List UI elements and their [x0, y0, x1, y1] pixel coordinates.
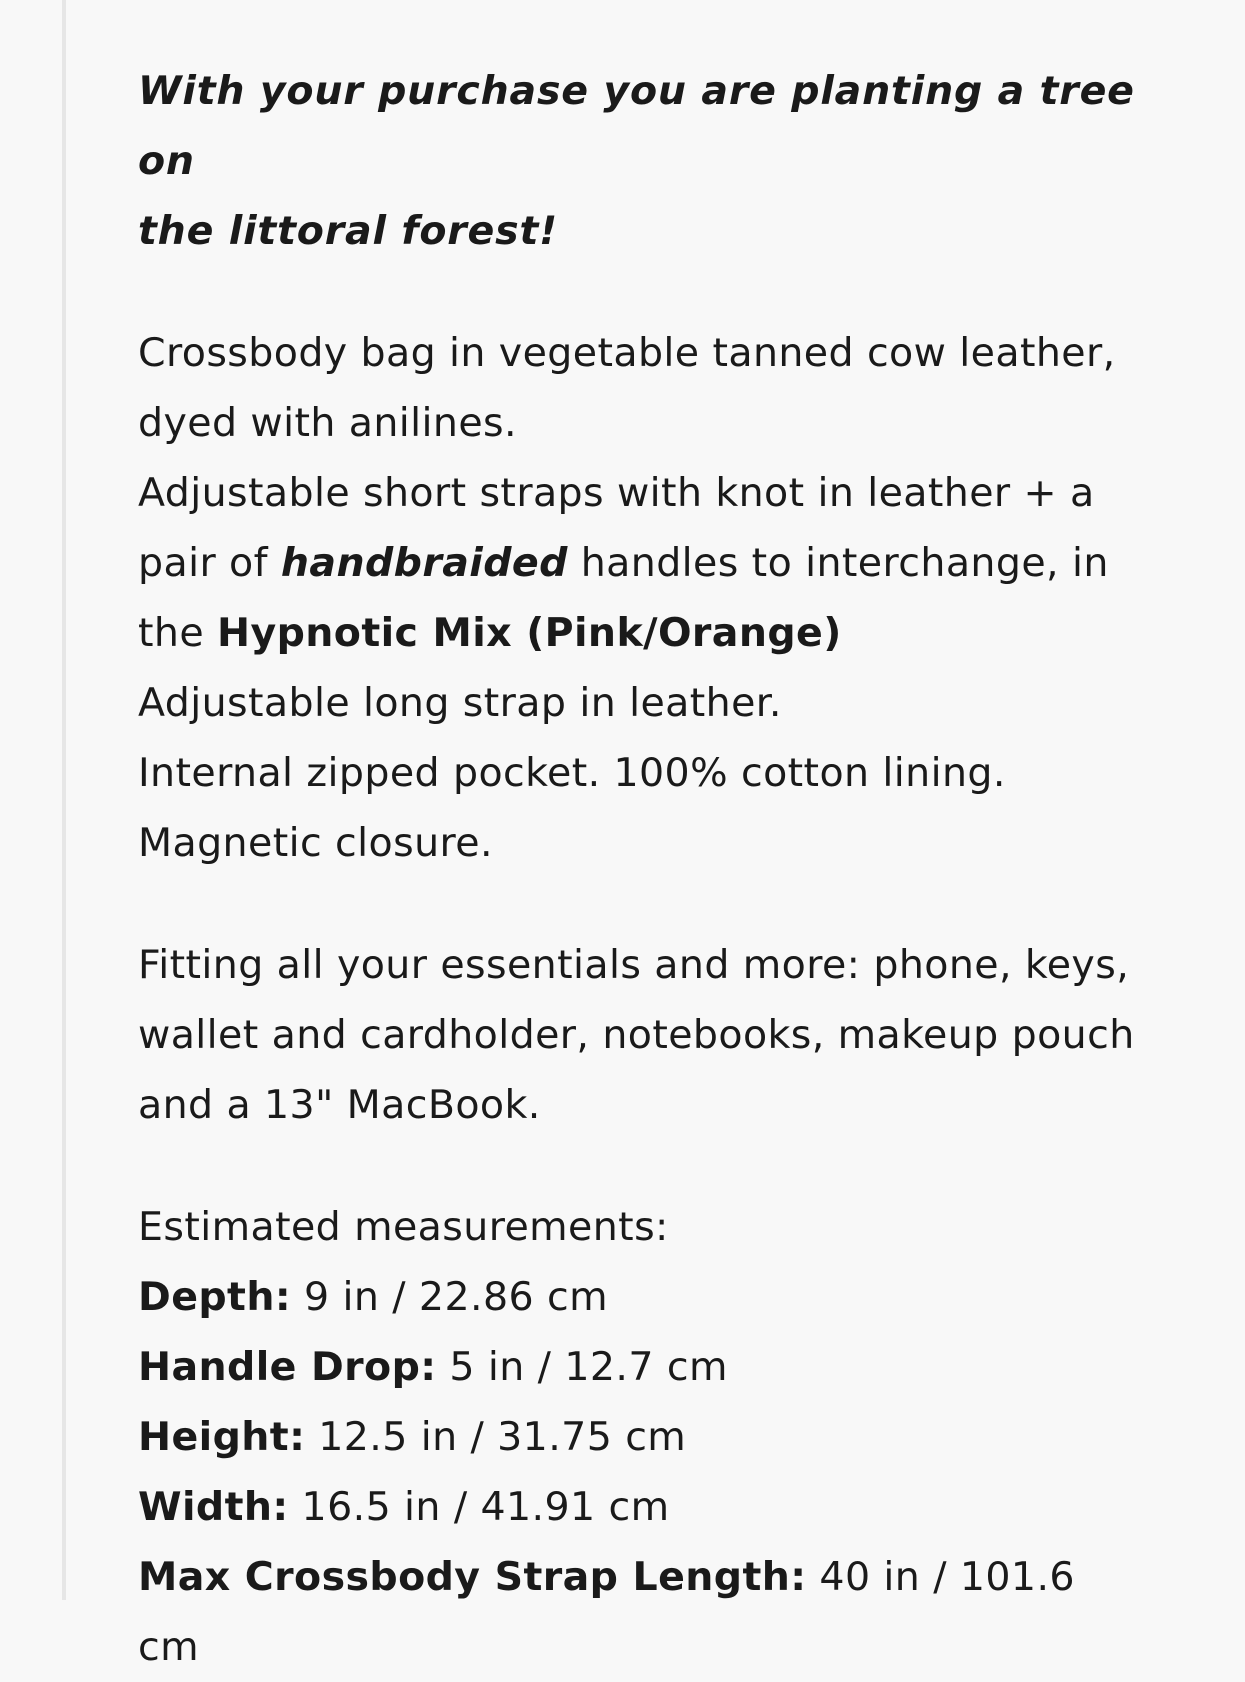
measurement-label: Depth:	[138, 1274, 292, 1320]
description-line: Internal zipped pocket. 100% cotton lining.	[138, 750, 1006, 796]
description-line	[138, 598, 1138, 668]
intro-line: the littoral forest!	[138, 208, 558, 254]
description-text: pair of	[138, 540, 281, 586]
description-line: Adjustable short straps with knot in leather + a	[138, 470, 1095, 516]
description-line: Magnetic closure.	[138, 820, 493, 866]
measurement-row	[138, 1472, 1138, 1542]
measurement-label: Handle Drop:	[138, 1344, 437, 1390]
description-text: the	[138, 610, 217, 656]
description-line	[138, 528, 1138, 598]
left-divider	[62, 0, 66, 1600]
measurement-label: Width:	[138, 1484, 289, 1530]
measurement-value: 40 in / 101.6 cm	[138, 1554, 1075, 1670]
measurement-row	[138, 1262, 1138, 1332]
fitting-line: Fitting all your essentials and more: phone, keys,	[138, 942, 1130, 988]
measurement-value: 16.5 in / 41.91 cm	[288, 1484, 670, 1530]
measurement-value: 12.5 in / 31.75 cm	[305, 1414, 687, 1460]
measurement-row	[138, 1542, 1138, 1682]
measurement-row	[138, 1332, 1138, 1402]
measurement-value: 5 in / 12.7 cm	[436, 1344, 728, 1390]
description-text: handles to interchange, in	[567, 540, 1109, 586]
tree-planting-note	[138, 56, 1138, 266]
intro-line: With your purchase you are planting a tree on	[138, 68, 1135, 184]
description-block	[138, 318, 1138, 878]
measurement-row	[138, 1402, 1138, 1472]
description-line: dyed with anilines.	[138, 400, 517, 446]
fitting-block	[138, 930, 1138, 1140]
description-line: Adjustable long strap in leather.	[138, 680, 782, 726]
product-description	[138, 56, 1138, 1682]
fitting-line: and a 13" MacBook.	[138, 1082, 541, 1128]
measurements-block	[138, 1192, 1138, 1682]
measurement-label: Max Crossbody Strap Length:	[138, 1554, 807, 1600]
measurements-heading: Estimated measurements:	[138, 1204, 669, 1250]
measurement-value: 9 in / 22.86 cm	[291, 1274, 608, 1320]
fitting-line: wallet and cardholder, notebooks, makeup pouch	[138, 1012, 1135, 1058]
color-name: Hypnotic Mix (Pink/Orange)	[216, 610, 842, 656]
handbraided-emphasis: handbraided	[280, 540, 568, 586]
description-line: Crossbody bag in vegetable tanned cow leather,	[138, 330, 1116, 376]
measurement-label: Height:	[138, 1414, 306, 1460]
